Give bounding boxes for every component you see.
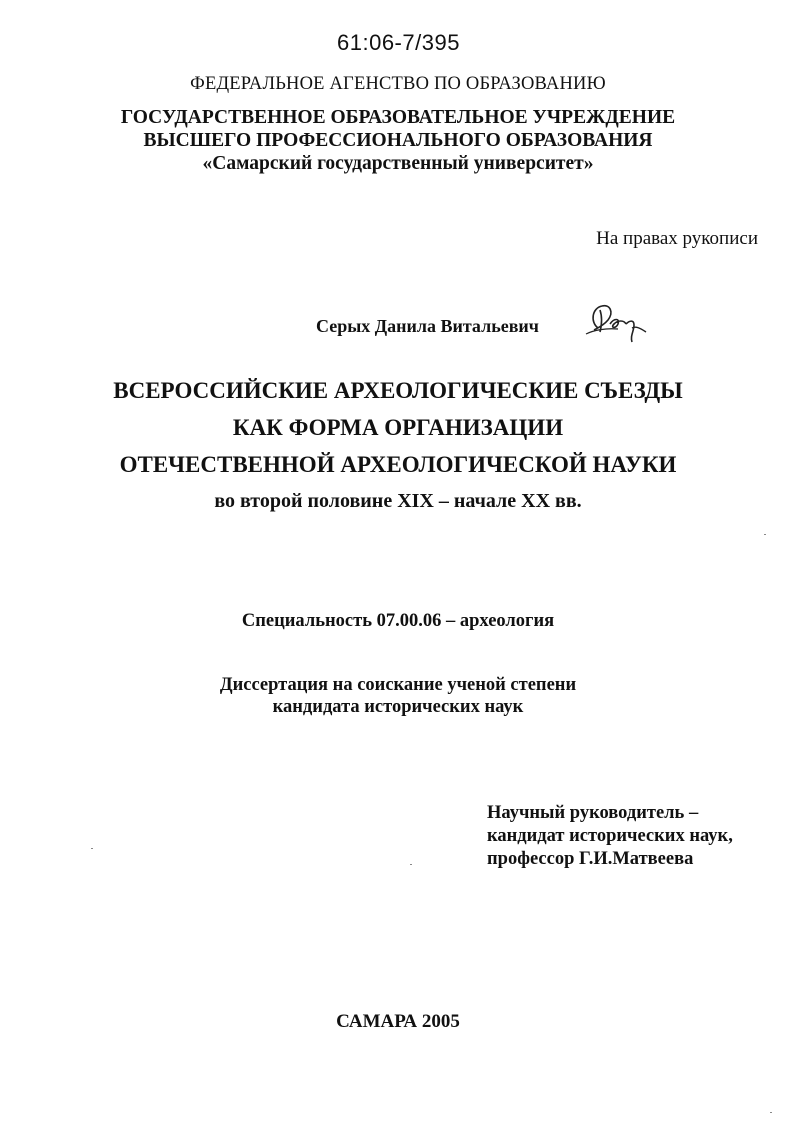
degree-block [0,674,796,718]
institution-line-2: ВЫСШЕГО ПРОФЕССИОНАЛЬНОГО ОБРАЗОВАНИЯ [143,130,653,151]
archive-stamp-code: 61:06-7/395 [337,30,460,55]
scan-speck [770,1112,772,1113]
title-line-2: КАК ФОРМА ОРГАНИЗАЦИИ [232,415,564,440]
agency-name: ФЕДЕРАЛЬНОЕ АГЕНСТВО ПО ОБРАЗОВАНИЮ [190,74,606,94]
city-year: САМАРА 2005 [336,1011,460,1032]
title-period: во второй половине XIX – начале XX вв. [214,490,582,512]
supervisor-line-3: профессор Г.И.Матвеева [487,849,694,869]
scan-speck [410,864,412,865]
university-name: «Самарский государственный университет» [202,153,594,174]
scan-speck [764,534,766,535]
degree-line-2: кандидата исторических наук [272,697,524,717]
specialty-line: Специальность 07.00.06 – археология [241,611,555,631]
institution-block [0,106,796,175]
degree-line-1: Диссертация на соискание ученой степени [219,675,577,695]
manuscript-rights-note: На правах рукописи [596,228,758,249]
signature-image [584,298,648,344]
author-name: Серых Данила Витальевич [316,316,539,336]
supervisor-line-2: кандидат исторических наук, [487,826,733,846]
dissertation-title [0,372,796,483]
supervisor-line-1: Научный руководитель – [487,803,699,823]
title-line-1: ВСЕРОССИЙСКИЕ АРХЕОЛОГИЧЕСКИЕ СЪЕЗДЫ [113,378,683,403]
institution-line-1: ГОСУДАРСТВЕННОЕ ОБРАЗОВАТЕЛЬНОЕ УЧРЕЖДЕНИЕ [120,107,676,128]
scan-speck [91,848,93,849]
supervisor-block [487,802,733,871]
title-line-3: ОТЕЧЕСТВЕННОЙ АРХЕОЛОГИЧЕСКОЙ НАУКИ [119,452,677,477]
